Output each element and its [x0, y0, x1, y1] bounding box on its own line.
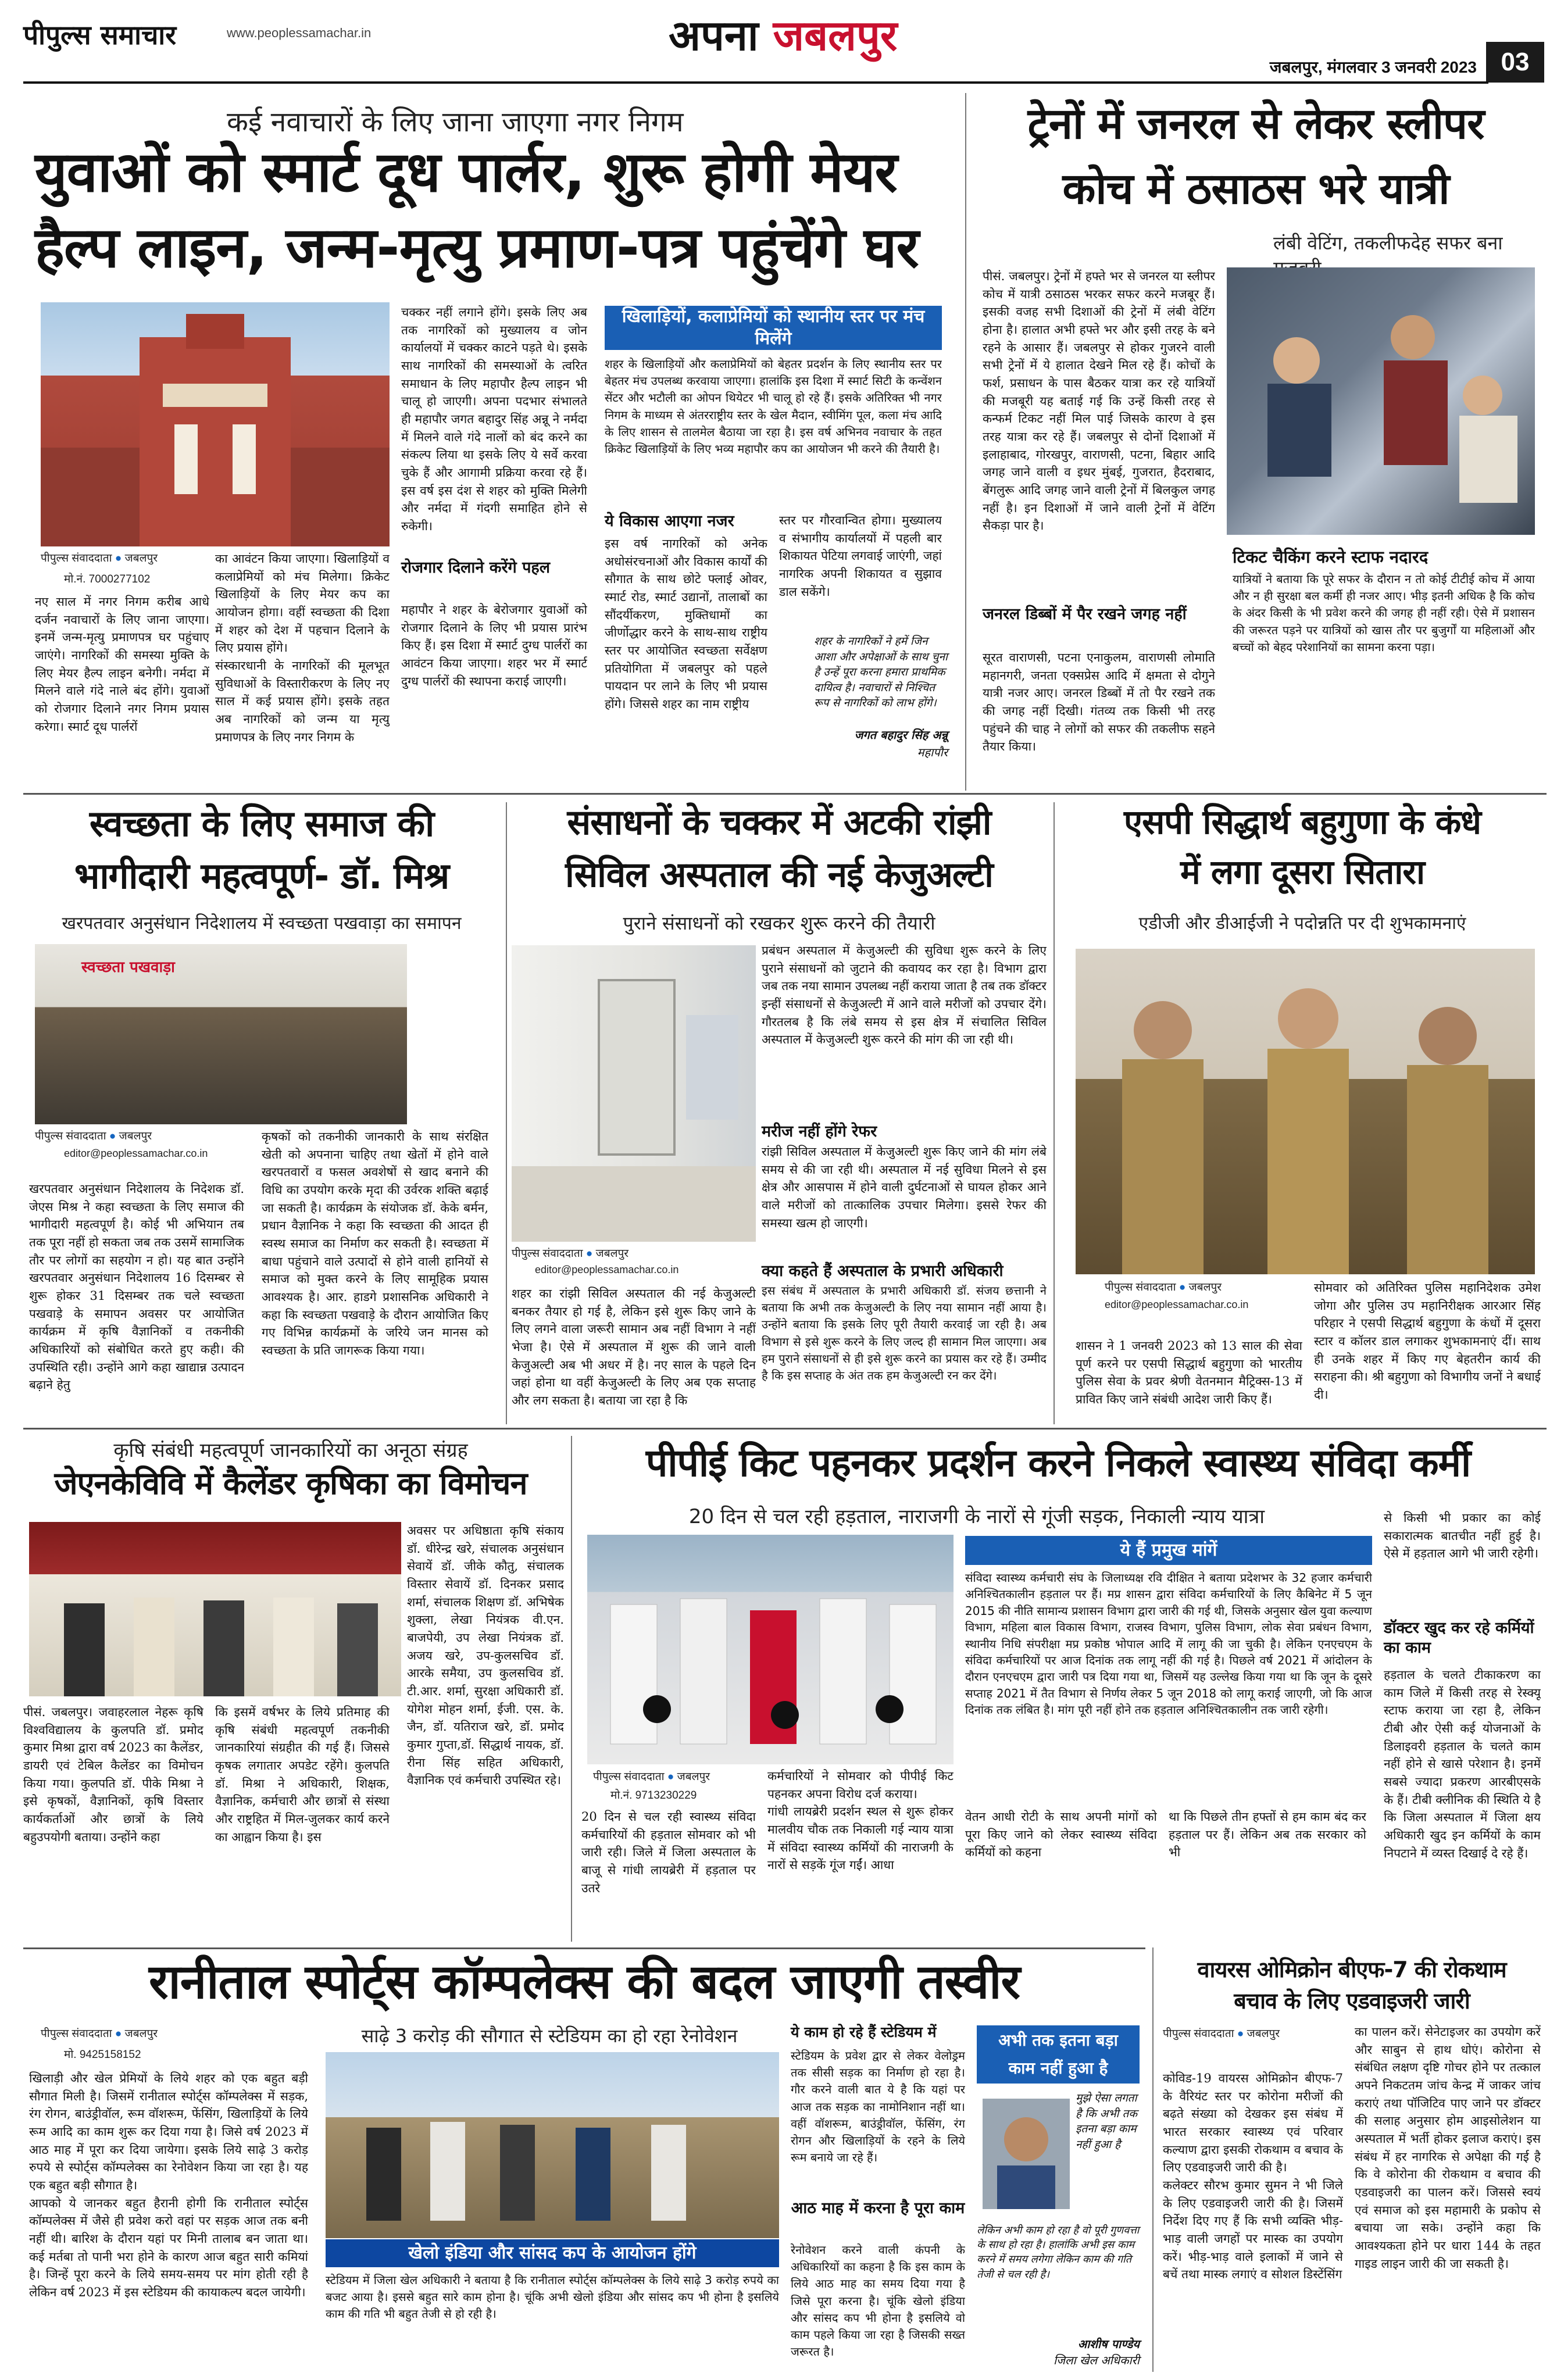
- divider-v4: [571, 1436, 572, 1942]
- lead-kicker: कई नवाचारों के लिए जाना जाएगा नगर निगम: [227, 106, 684, 138]
- ppe-right1: से किसी भी प्रकार का कोई सकारात्मक बातचीत नहीं हुई है। ऐसे में हड़ताल आगे भी जारी रहेगी।: [1384, 1511, 1541, 1561]
- agri-headline: जेएनकेविवि में कैलेंडर कृषिका का विमोचन: [54, 1465, 527, 1502]
- hospital-headline-2: सिविल अस्पताल की नई केजुअल्टी: [565, 855, 993, 895]
- lead-headline-1: युवाओं को स्मार्ट दूध पार्लर, शुरू होगी मेयर: [35, 140, 897, 205]
- hospital-text4: शहर का रांझी सिविल अस्पताल की नई केजुअल्टी बनकर तैयार हो गई है, लेकिन इसे शुरू किए जाने के लिए लगने वाला जरूरी सामान अब नहीं विभाग ने नहीं भेजा है। ऐसे में अस्पताल में शुरू की जाने वाली केजुअल्टी अब भी अधर में है। नए साल के पहले दिन जहां होना था वहीं केजुअल्टी के लिए अब एक सप्ताह और लग सकता है। बताया जा रहा है कि: [512, 1287, 756, 1407]
- sp-text2: सोमवार को अतिरिक्त पुलिस महानिदेशक उमेश जोगा और पुलिस उप महानिरीक्षक आरआर सिंह परिहार ने एसपी सिद्धार्थ बहुगुणा के कंधों में दूसरा स्टार व कॉलर डाल लगाकर शुभकामनाएं दीं। साथ ही उनके शहर में किए गए बेहतरीन कार्य की सराहना की। श्री बहुगुणा को विभागीय जनों ने बधाई दी।: [1314, 1281, 1541, 1402]
- clean-email[interactable]: editor@peoplessamachar.co.in: [64, 1148, 208, 1159]
- crowded-train-photo: [1227, 267, 1535, 535]
- trains-photo-text: यात्रियों ने बताया कि पूरे सफर के दौरान न तो कोई टीटीई कोच में आया और न ही सुरक्षा बल कर्मी ही नजर आए। भीड़ इतनी अधिक है कि कोच के अंदर किसी के भी प्रवेश करने की जगह ही नहीं रही। ऐसे में प्रशासन की जरूरत पड़ने पर यात्रियों को खास तौर पर बुजुर्गों या महिलाओं और बच्चों को बेहद परेशानियों का सामना करना पड़ा।: [1233, 572, 1535, 654]
- hospital-room-illustration: [512, 945, 756, 1242]
- hospital-email[interactable]: editor@peoplessamachar.co.in: [535, 1264, 679, 1275]
- ppe-deck: 20 दिन से चल रही हड़ताल, नाराजगी के नारों से गूंजी सड़क, निकाली न्याय यात्रा: [688, 1505, 1265, 1528]
- agri-col1: पीसं. जबलपुर। जवाहरलाल नेहरू कृषि विश्वविद्यालय के कुलपति डॉ. प्रमोद कुमार मिश्रा द्वारा वर्ष 2023 का कैलेंडर, डायरी एवं टेबिल कैलेंडर का विमोचन किया गया। कुलपति डॉ. पीके मिश्रा ने इसे कृषकों, वैज्ञानिकों, कृषि विस्तार कार्यकर्ताओं और छात्रों के लिये बहुउपयोगी बताया। उन्होंने कहा: [23, 1705, 203, 1844]
- hospital-text3: इस संबंध में अस्पताल के प्रभारी अधिकारी डॉ. संजय छत्तानी ने बताया कि अभी तक केजुअल्टी के लिए नया सामान नहीं आया है। उन्होंने बताया कि इसके लिए पूरी तैयारी करवाई जा रही है। अब विभाग से इसे शुरू करने के लिए जल्द ही सामान मिल जाएगा। अब हम पुराने संसाधनों से ही इसे शुरू करने का प्रयास कर रहे हैं। उम्मीद है कि इस सप्ताह के अंत तक हम केजुअल्टी रन कर देंगे।: [762, 1284, 1047, 1382]
- stadium-illustration: [326, 2052, 779, 2238]
- section-title-b: जबलपुर: [773, 11, 898, 60]
- ranital-credit: पीपुल्स संवाददाता ● जबलपुर: [41, 2028, 158, 2040]
- trains-photo-bar: टिकट चैकिंग करने स्टाफ नदारद: [1233, 547, 1429, 567]
- ranital-col1: खिलाड़ी और खेल प्रेमियों के लिये शहर को एक बहुत बड़ी सौगात मिली है। जिसमें रानीताल स्पोर्ट्स कॉम्पलेक्स में सड़क, रंग रोगन, बाउंड्रीवॉल, रूम वॉशरूम, फेंसिंग, खिलाड़ियों के लिये रूम आदि का काम शुरू कर दिया गया है। जिसे वर्ष 2023 में आठ माह में पूरा कर दिया जायेगा। इसके लिये साढ़े 3 करोड़ रुपये से स्पोर्ट्स कॉम्पलेक्स का रेनोवेशन किया जा रहा है। यह एक बहुत बड़ी सौगात है। आपको ये जानकर बहुत हैरानी होगी कि रानीताल स्पोर्ट्स कॉम्पलेक्स में जैसे ही प्रवेश करो वहां पर सड़क आज तक बनी नहीं थी। बारिश के दौरान यहां पर मिनी तालाब बन जाता था। कई मर्तबा तो पानी भरा होने के कारण आज बहुत सारी कमियां है। जिन्हें पूरा करने के लिये समय-समय पर मांग होती रही है लेकिन वर्ष 2023 में इस स्टेडियम की कायाकल्प बदल जायेगी।: [29, 2071, 308, 2299]
- virus-credit: पीपुल्स संवाददाता ● जबलपुर: [1163, 2028, 1280, 2040]
- dateline: जबलपुर, मंगलवार 3 जनवरी 2023: [1269, 58, 1477, 76]
- agri-people-illustration: [29, 1522, 401, 1696]
- ranital-sub2: आठ माह में करना है पूरा काम: [791, 2199, 965, 2217]
- players-box-text: शहर के खिलाड़ियों और कलाप्रेमियों को बेहतर प्रदर्शन के लिए स्थानीय स्तर पर बेहतर मंच उपलब्ध करवाया जाएगा। हालांकि इस दिशा में स्मार्ट सिटी के कन्वेंशन सेंटर और भटौली का ओपन थियेटर भी चालू हो रहे हैं। इसके अतिरिक्त भी नगर निगम के माध्यम से अंतरराष्ट्रीय स्तर के खेल मैदान, स्वीमिंग पूल, कला मंच आदि के लिए शासन से तालमेल बैठाया जा रहा है। इस वर्ष अभिनव नवाचार के तहत क्रिकेट खिलाड़ियों के लिए भव्य महापौर कप का आयोजन भी करने की तैयारी है।: [605, 357, 942, 456]
- hospital-deck: पुराने संसाधनों को रखकर शुरू करने की तैयारी: [623, 912, 935, 934]
- ranital-box-title: अभी तक इतना बड़ा काम नहीं हुआ है: [977, 2025, 1140, 2084]
- building-illustration: [41, 302, 390, 546]
- sports-officer-photo: [983, 2099, 1070, 2209]
- passengers-illustration: [1227, 267, 1535, 535]
- officers-illustration: [1076, 949, 1535, 1274]
- ppe-col4: था कि पिछले तीन हफ्तों से हम काम बंद कर हड़ताल पर हैं। लेकिन अब तक सरकार को भी: [1169, 1810, 1366, 1860]
- trains-sub: जनरल डिब्बों में पैर रखने जगह नहीं: [983, 605, 1187, 623]
- clean-banner: स्वच्छता पखवाड़ा: [81, 959, 175, 976]
- virus-headline-1: वायरस ओमिक्रोन बीएफ-7 की रोकथाम: [1197, 1957, 1506, 1982]
- divider-v2: [506, 802, 507, 1424]
- virus-col2: का पालन करें। सेनेटाइजर का उपयोग करें और साबुन से हाथ धोएं। कोरोना से संबंधित लक्षण दृष्टि गोचर होने पर तत्काल अपने निकटतम जांच केन्द्र में जाकर जांच कराएं तथा पॉजिटिव पाए जाने पर डॉक्टर की सलाह अनुसार होम आइसोलेशन या अस्पताल में भर्ती होकर इलाज कराएं। इस संबंध में हर नागरिक से अपेक्षा की गई है कि वे कोरोना की रोकथाम व बचाव की एडवाइजरी का पालन करें। जिससे स्वयं एवं समाज को इस महामारी के प्रकोप से बचाया जा सके। उन्होंने कहा कि आवश्यकता होने पर धारा 144 के तहत गाइड लाइन जारी की जा सकती है।: [1355, 2025, 1541, 2271]
- ppe-mobile: मो.नं. 9713230229: [610, 1789, 697, 1802]
- website-url[interactable]: www.peoplessamachar.in: [227, 26, 372, 40]
- sp-headline-1: एसपी सिद्धार्थ बहुगुणा के कंधे: [1124, 802, 1481, 842]
- mayor-role: महापौर: [917, 745, 948, 759]
- lead-credit: पीपुल्स संवाददाता ● जबलपुर: [41, 552, 158, 564]
- ppe-col3: वेतन आधी रोटी के साथ अपनी मांगों को पूरा किए जाने को लेकर स्वास्थ्य संविदा कर्मियों को कहना: [965, 1810, 1157, 1860]
- ppe-col2: 20 दिन से चल रही स्वास्थ्य संविदा कर्मचारियों की हड़ताल सोमवार को भी जारी रही। जिले में जिला अस्पताल के बाजू से गांधी लायब्रेरी में हड़ताल पर उतरे: [581, 1810, 756, 1895]
- hospital-text2: रांझी सिविल अस्पताल में केजुअल्टी शुरू किए जाने की मांग लंबे समय से की जा रही थी। अस्पताल में नई सुविधा मिलने से इस क्षेत्र और आसपास में होने वाली दुर्घटनाओं से घायल होकर आने वाले मरीजों को तात्कालिक उपचार मिलेगा। इससे रेफर की समस्या खत्म हो जाएगी।: [762, 1145, 1047, 1230]
- header-rule: [23, 81, 1488, 84]
- ranital-text2: रेनोवेशन करने वाली कंपनी के अधिकारियों का कहना है कि इस काम के लिये आठ माह का समय दिया गया है जिसे पूरा करना है। चूंकि खेलो इंडिया और सांसद कप भी होना है इसलिये वो काम पहले किया जा रहा है जिसकी सख्त जरूरत है।: [791, 2243, 965, 2359]
- divider-h3: [23, 1947, 1145, 1949]
- divider-v5: [1152, 1947, 1154, 2372]
- sp-promotion-photo: [1076, 949, 1535, 1274]
- ranital-box-name: आशीष पाण्डेय: [1077, 2337, 1140, 2351]
- page-number: 03: [1486, 42, 1544, 83]
- sp-headline-2: में लगा दूसरा सितारा: [1180, 852, 1425, 892]
- trains-headline-1: ट्रेनों में जनरल से लेकर स्लीपर: [1027, 99, 1484, 149]
- ranital-photo-text: स्टेडियम में जिला खेल अधिकारी ने बताया है कि रानीताल स्पोर्ट्स कॉम्पलेक्स के लिये साढ़े 3 करोड़ रुपये का बजट आया है। इससे बहुत सारे काम होना है। चूंकि अभी खेलो इंडिया और सांसद कप भी होना है इसलिये काम की गति भी बहुत तेजी से हो रही है।: [326, 2273, 779, 2321]
- lead-vikas-text: इस वर्ष नागरिकों को अनेक अधोसंरचनाओं और विकास कार्यों की सौगात के साथ छोटे फ्लाई ओवर, स्मार्ट रोड, स्मार्ट उद्यानों, तालाबों का सौंदर्यीकरण, मुक्तिधामों का जीर्णोद्धार करने के साथ-साथ राष्ट्रीय स्तर पर आयोजित स्वच्छता सर्वेक्षण प्रतियोगिता में जबलपुर को पहले पायदान पर लाने के लिए भी प्रयास होंगे। जिससे शहर का नाम राष्ट्रीय: [605, 537, 767, 711]
- newspaper-brand: पीपुल्स समाचार: [23, 19, 177, 51]
- clean-headline-1: स्वच्छता के लिए समाज की: [89, 802, 434, 845]
- trains-headline-2: कोच में ठसाठस भरे यात्री: [1062, 164, 1449, 214]
- ppe-headline: पीपीई किट पहनकर प्रदर्शन करने निकले स्वास्थ्य संविदा कर्मी: [645, 1441, 1471, 1485]
- officer-portrait: [983, 2099, 1070, 2209]
- trains-text: पीसं. जबलपुर। ट्रेनों में हफ्ते भर से जनरल या स्लीपर कोच में यात्री ठसाठस भरकर सफर करने मजबूर हैं। इसकी वजह सभी दिशाओं की ट्रेनों में लंबी वेटिंग होना है। हालात अभी हफ्ते भर और इसी तरह के बने रहने के आसार हैं। जबलपुर से होकर गुजरने वाली सभी ट्रेनों में ये हालात देखने मिल रहे हैं। कोचों के फर्श, प्रसाधन के पास बैठकर यात्रा कर रहे यात्रियों की मजबूरी यह बताई गई कि उन्हें किसी तरह से कन्फर्म टिकट नहीं मिल पाई जिसके कारण वे इस तरह यात्रा कर रहे हैं। जबलपुर से दोनों दिशाओं में इलाहाबाद, गोरखपुर, वाराणसी, पटना, बिहार आदि जगह जाने वाली व इधर मुंबई, गुजरात, हैदराबाद, बेंगलुरू आदि जगह जाने वाली ट्रेनों में बिलकुल जगह नहीं है। इन दिशाओं में जाने वाली ट्रेनों में वेटिंग सैकड़ा पार है।: [983, 269, 1215, 533]
- ppe-sub: डॉक्टर खुद कर रहे कर्मियों का काम: [1384, 1619, 1534, 1657]
- municipal-building-photo: [41, 302, 390, 546]
- virus-col1: कोविड-19 वायरस ओमिक्रोन बीएफ-7 के वैरियंट स्तर पर कोरोना मरीजों की बढ़ते संख्या को देखकर इस संबंध में भारत सरकार स्वास्थ्य एवं परिवार कल्याण द्वारा इसकी रोकथाम व बचाव के लिए एडवाइजरी जारी की है। कलेक्टर सौरभ कुमार सुमन ने भी जिले के लिए एडवाइजरी जारी की है। जिसमें निर्देश दिए गए हैं कि सभी व्यक्ति भीड़-भाड़ वाली जगहों पर मास्क का उपयोग करें। भीड़-भाड़ वाले इलाकों में जाने से बचें तथा मास्क लगाएं व सोशल डिस्टेंसिंग: [1163, 2071, 1343, 2282]
- section-title: [669, 6, 994, 58]
- players-box-title: खिलाड़ियों, कलाप्रेमियों को स्थानीय स्तर पर मंच मिलेंगे: [605, 306, 942, 350]
- divider-h2: [23, 1428, 1547, 1430]
- trains-deck: लंबी वेटिंग, तकलीफदेह सफर बना: [1273, 232, 1503, 254]
- lead-sub-job: रोजगार दिलाने करेंगे पहल: [401, 559, 551, 577]
- ranital-photo-bar: खेलो इंडिया और सांसद कप के आयोजन होंगे: [326, 2239, 779, 2267]
- hospital-room-photo: [512, 945, 756, 1242]
- hospital-text1: प्रबंधन अस्पताल में केजुअल्टी की सुविधा शुरू करने के लिए पुराने संसाधनों को जुटाने की कवायद कर रहा है। विभाग द्वारा जब तक नया सामान उपलब्ध नहीं कराया जाता है तब तक डॉक्टर इन्हीं संसाधनों से केजुअल्टी में आने वाले मरीजों को उपचार देंगे। गौरतलब है कि लंबे समय से इस क्षेत्र में संचालित सिविल अस्पताल में केजुअल्टी शुरू करने की मांग की जा रही थी।: [762, 944, 1047, 1047]
- sp-credit: पीपुल्स संवाददाता ● जबलपुर: [1105, 1281, 1222, 1293]
- trains-text2: सूरत वाराणसी, पटना एनाकुलम, वाराणसी लोमाति महानगरी, जनता एक्सप्रेस आदि में क्षमता से दोगुने यात्री नजर आए। जनरल डिब्बों में तो पैर रखने तक की जगह नहीं दिखी। गंतव्य तक किसी भी तरह पहुंचने की चाह ने लोगों को सफर की तकलीफ सहने तैयार किया।: [983, 651, 1215, 754]
- ranital-box-quote: मुझे ऐसा लगता है कि अभी तक इतना बड़ा काम नहीं हुआ है: [1076, 2092, 1137, 2151]
- agri-kicker: कृषि संबंधी महत्वपूर्ण जानकारियों का अनूठा संग्रह: [113, 1439, 468, 1462]
- ppe-right2: हड़ताल के चलते टीकाकरण का काम जिले में किसी तरह से रेस्क्यू स्टाफ कराया जा रहा है, लेकिन टीबी और ऐसी कई योजनाओं के डिलाइवरी हड़ताल के चलते काम नहीं होने से खासे परेशान है। इनमें सबसे ज्यादा प्रकरण आरबीएसके के हैं। टीबी क्लीनिक की स्थिति ये है कि जिला अस्पताल में जिला क्षय अधिकारी खुद इन कर्मियों के काम निपटाने में व्यस्त दिखाई दे रहे हैं।: [1384, 1668, 1541, 1860]
- ppe-protest-photo: [587, 1535, 954, 1764]
- stadium-photo: [326, 2052, 779, 2238]
- mayor-name: जगत बहादुर सिंह अन्नू: [854, 728, 948, 742]
- divider-v3: [1054, 802, 1055, 1424]
- ranital-box-quote2: लेकिन अभी काम हो रहा है वो पूरी गुणवत्ता के साथ हो रहा है। हालांकि अभी इस काम करने में समय लगेगा लेकिन काम की गति तेजी से चल रही है।: [977, 2224, 1140, 2281]
- lead-headline-2: हैल्प लाइन, जन्म-मृत्यु प्रमाण-पत्र पहुंचेंगे घर: [35, 215, 919, 280]
- clean-col1: खरपतवार अनुसंधान निदेशालय के निदेशक डॉ. जेएस मिश्र ने कहा स्वच्छता के लिए समाज की भागीदारी महत्वपूर्ण है। कोई भी अभियान तब तक पूरा नहीं हो सकता जब तक उसमें सामाजिक तौर पर लोगों का सहयोग न हो। यह बात उन्होंने खरपतवार अनुसंधान निदेशालय 16 दिसम्बर से शुरू होकर 31 दिसम्बर तक चले स्वच्छता पखवाड़े के समापन अवसर पर आयोजित कार्यक्रम में कृषि वैज्ञानिकों व तकनीकी अधिकारियों को संबोधित करते हुए कही। की उपस्थिति रही। उन्होंने आगे कहा खाद्यान्न उत्पादन बढ़ाने हेतु: [29, 1182, 244, 1392]
- ranital-text1: स्टेडियम के प्रवेश द्वार से लेकर वेलोड्रम तक सीसी सड़क का निर्माण हो रहा है। गौर करने वाली बात ये है कि यहां पर आज तक सड़क का नामोनिशान नहीं था। वहीं वॉशरूम, बाउंड्रीवॉल, फेंसिंग, रंग रोगन और खिलाड़ियों के रहने के लिये रूम बनाये जा रहे हैं।: [791, 2049, 965, 2165]
- ranital-deck: साढ़े 3 करोड़ की सौगात से स्टेडियम का हो रहा रेनोवेशन: [361, 2025, 738, 2047]
- hospital-sub1: मरीज नहीं होंगे रेफर: [762, 1123, 877, 1141]
- ranital-sub1: ये काम हो रहे हैं स्टेडियम में: [791, 2024, 937, 2040]
- lead-sub-vikas: ये विकास आएगा नजर: [605, 512, 734, 530]
- hospital-credit: पीपुल्स संवाददाता ● जबलपुर: [512, 1248, 629, 1260]
- agri-launch-photo: [29, 1522, 401, 1696]
- mayor-quote: शहर के नागरिकों ने हमें जिन आशा और अपेक्षाओं के साथ चुना है उन्हें पूरा करना हमारा प्राथमिक दायित्व है। नवाचारों से निश्चित रूप से नागरिकों को लाभ होंगे।: [814, 635, 948, 710]
- lead-job-text: महापौर ने शहर के बेरोजगार युवाओं को रोजगार दिलाने के लिए भी प्रयास प्रारंभ किए हैं। इस दिशा में स्मार्ट दुग्ध पार्लरों का आवंटन किया जाएगा। शहर भर में स्मार्ट दुग्ध पार्लरों की स्थापना कराई जाएगी।: [401, 603, 587, 688]
- ppe-demands-text: संविदा स्वास्थ्य कर्मचारी संघ के जिलाध्यक्ष रवि दीक्षित ने बताया प्रदेशभर के 32 हजार कर्मचारी अनिश्चितकालीन हड़ताल पर हैं। मप्र शासन द्वारा संविदा कर्मचारियों के लिए कैबिनेट में 5 जून 2015 की नीति सामान्य प्रशासन विभाग द्वारा जारी की गई थी, जिसके अनुसार खेल युवा कल्याण विभाग, महिला बाल विकास विभाग, राजस्व विभाग, पुलिस विभाग, लोक सेवा प्रबंधन विभाग, स्थानीय निधि संपरीक्षा मप्र प्रकोष्ठ भोपाल आदि में लागू की जा चुकी है। लेकिन एनएचएम के संविदा कर्मचारियों पर आज दिनांक तक लागू नहीं की गई है। पिछले वर्ष 2021 में आंदोलन के दौरान एनएचएम द्वारा जारी पत्र दिया गया था, जिसमें यह उल्लेख किया गया था कि जून के दूसरे सप्ताह 2021 में तैत विभाग से निर्णय लेकर 5 जून 2018 को लागू कराई जाएगी, जो कि आज दिनांक तक लंबित है। मांग पूरी नहीं होने तक हड़ताल अनिश्चितकालीन तक जारी रहेगी।: [965, 1571, 1372, 1717]
- ranital-box-role: जिला खेल अधिकारी: [1053, 2353, 1140, 2367]
- clean-event-photo: [35, 944, 407, 1124]
- ranital-headline: रानीताल स्पोर्ट्स कॉम्पलेक्स की बदल जाएगी तस्वीर: [148, 1954, 1020, 2010]
- sp-text1: शासन ने 1 जनवरी 2023 को 13 साल की सेवा पूर्ण करने पर एसपी सिद्धार्थ बहुगुणा को भारतीय पुलिस सेवा के प्रवर श्रेणी वेतनमान मैट्रिक्स-13 में प्रावित किए जाने संबंधी आदेश जारी किए हैं।: [1076, 1339, 1302, 1406]
- lead-col1: नए साल में नगर निगम करीब आधे दर्जन नवाचारों के लिए जाना जाएगा। इनमें जन्म-मृत्यु प्रमाणपत्र घर पहुंचाए जाएंगे। नागरिकों की समस्या मुक्ति के लिए मेयर हैल्प लाइन बनेगी। नर्मदा में मिलने वाले गंदे नाले बंद होंगे। युवाओं को रोजगार दिलाने नगर निगम प्रयास करेगा। स्मार्ट दूध पार्लरों: [35, 595, 209, 734]
- clean-deck: खरपतवार अनुसंधान निदेशालय में स्वच्छता पखवाड़ा का समापन: [62, 913, 462, 934]
- ppe-crowd-illustration: [587, 1535, 954, 1764]
- hospital-headline-1: संसाधनों के चक्कर में अटकी रांझी: [567, 802, 991, 843]
- clean-col2: कृषकों को तकनीकी जानकारी के साथ संरक्षित खेती को अपनाना चाहिए तथा खेतों में होने वाले खरपतवारों व फसल अवशेषों से खाद बनाने की विधि का उपयोग करके मृदा की उर्वरक शक्ति बढ़ाई जा सकती है। कार्यक्रम के संयोजक डॉ. केके बर्मन, प्रधान वैज्ञानिक ने कहा कि स्वच्छता की आदत ही स्वस्थ समाज का निर्माण कर सकती है। स्वच्छता में बाधा पहुंचाने वाले उत्पादों से होने वाली हानियों से समाज को मुक्त करने के लिए सामूहिक प्रयास आवश्यक है। आर. हाडगे प्रशासनिक अधिकारी ने कहा कि स्वच्छता पखवाड़े के दौरान आयोजित किए गए विभिन्न कार्यक्रमों के जरिये जन मानस को स्वच्छता के प्रति जागरूक किया गया।: [262, 1130, 488, 1357]
- sp-deck: एडीजी और डीआईजी ने पदोन्नति पर दी शुभकामनाएं: [1138, 913, 1466, 934]
- ranital-mobile: मो. 9425158152: [64, 2049, 141, 2061]
- ppe-col1: कर्मचारियों ने सोमवार को पीपीई किट पहनकर अपना विरोध दर्ज कराया। गांधी लायब्रेरी प्रदर्शन स्थल से शुरू होकर मालवीय चौक तक निकाली गई न्याय यात्रा में संविदा स्वास्थ्य कर्मियों की नाराजगी के नारों से सड़कें गूंज गईं। आधा: [767, 1769, 954, 1872]
- clean-headline-2: भागीदारी महत्वपूर्ण- डॉ. मिश्र: [74, 855, 449, 897]
- lead-col-last: स्तर पर गौरवान्वित होगा। मुख्यालय व संभागीय कार्यालयों में पहली बार शिकायत पेटिया लगवाई जाएंगी, जहां नागरिक अपनी शिकायत व सुझाव डाल सकेंगे।: [779, 513, 942, 599]
- lead-col2a: चक्कर नहीं लगाने होंगे। इसके लिए अब तक नागरिकों को मुख्यालय व जोन कार्यालयों में चक्कर काटने पड़ते थे। इसके साथ नागरिकों की समस्याओं के त्वरित समाधान के लिए महापौर हैल्प लाइन भी चालू हो जाएगी। अपना पदभार संभालते ही महापौर जगत बहादुर सिंह अन्नू ने नर्मदा में मिलने वाले गंदे नालों को बंद करने का संकल्प लिया था इसके लिए ये सर्वे करवा चुके हैं और आगामी प्रक्रिया करवा रहे हैं। इस वर्ष इस दंश से शहर को मुक्ति मिलेगी और नर्मदा में गंदगी समाहित होने से रुकेगी।: [401, 305, 587, 533]
- divider-v1: [965, 93, 966, 791]
- divider-h1: [23, 793, 1547, 795]
- ppe-demands-title: ये हैं प्रमुख मांगें: [965, 1536, 1372, 1565]
- virus-headline-2: बचाव के लिए एडवाइजरी जारी: [1234, 1988, 1470, 2014]
- agri-col2: कि इसमें वर्षभर के लिये प्रतिमाह की कृषि संबंधी महत्वपूर्ण तकनीकी जानकारियां संग्रहीत की गई हैं। जिससे कृषक लगातार अपडेट रहेंगे। कुलपति डॉ. मिश्रा ने अधिकारी, शिक्षक, वैज्ञानिक, कर्मचारी और छात्रों से संस्था और राष्ट्रहित में मिल-जुलकर कार्य करने का आह्वान किया है। इस: [215, 1705, 390, 1844]
- section-title-a: अपना: [669, 11, 759, 60]
- lead-mobile: मो.नं. 7000277102: [64, 573, 151, 585]
- lead-col2b: का आवंटन किया जाएगा। खिलाड़ियों व कलाप्रेमियों को मंच मिलेगा। क्रिकेट खिलाड़ियों के लिए मेयर कप का आयोजन होगा। वहीं स्वच्छता की दिशा में शहर को देश में पहचान दिलाने के लिए प्रयास होंगे। संस्कारधानी के नागरिकों की मूलभूत सुविधाओं के विस्तारीकरण के लिए नए साल में कई प्रयास होंगे। इसके तहत अब नागरिकों को जन्म या मृत्यु प्रमाणपत्र के लिए नगर निगम के: [215, 552, 390, 744]
- hospital-sub2: क्या कहते हैं अस्पताल के प्रभारी अधिकारी: [762, 1262, 1004, 1280]
- clean-credit: पीपुल्स संवाददाता ● जबलपुर: [35, 1130, 152, 1142]
- agri-col3: अवसर पर अधिष्ठाता कृषि संकाय डॉ. धीरेन्द्र खरे, संचालक अनुसंधान सेवायें डॉ. जीके कौतु, संचालक विस्तार सेवायें डॉ. दिनकर प्रसाद शर्मा, संचालक शिक्षण डॉ. अभिषेक शुक्ला, लेखा नियंत्रक वी.एन. बाजपेयी, उप लेखा नियंत्रक डॉ. अजय खरे, उप-कुलसचिव डॉ. आरके समैया, उप कुलसचिव डॉ. टी.आर. शर्मा, सुरक्षा अधिकारी डॉ. योगेश मोहन शर्मा, ईजी. एस. के. जैन, डॉ. यतिराज खरे, डॉ. प्रमोद कुमार गुप्ता,डॉ. सिद्धार्थ नायक, डॉ. रीना सिंह सहित अधिकारी, वैज्ञानिक एवं कर्मचारी उपस्थित रहे।: [407, 1524, 564, 1788]
- ppe-credit: पीपुल्स संवाददाता ● जबलपुर: [593, 1771, 710, 1783]
- sp-email[interactable]: editor@peoplessamachar.co.in: [1105, 1299, 1249, 1310]
